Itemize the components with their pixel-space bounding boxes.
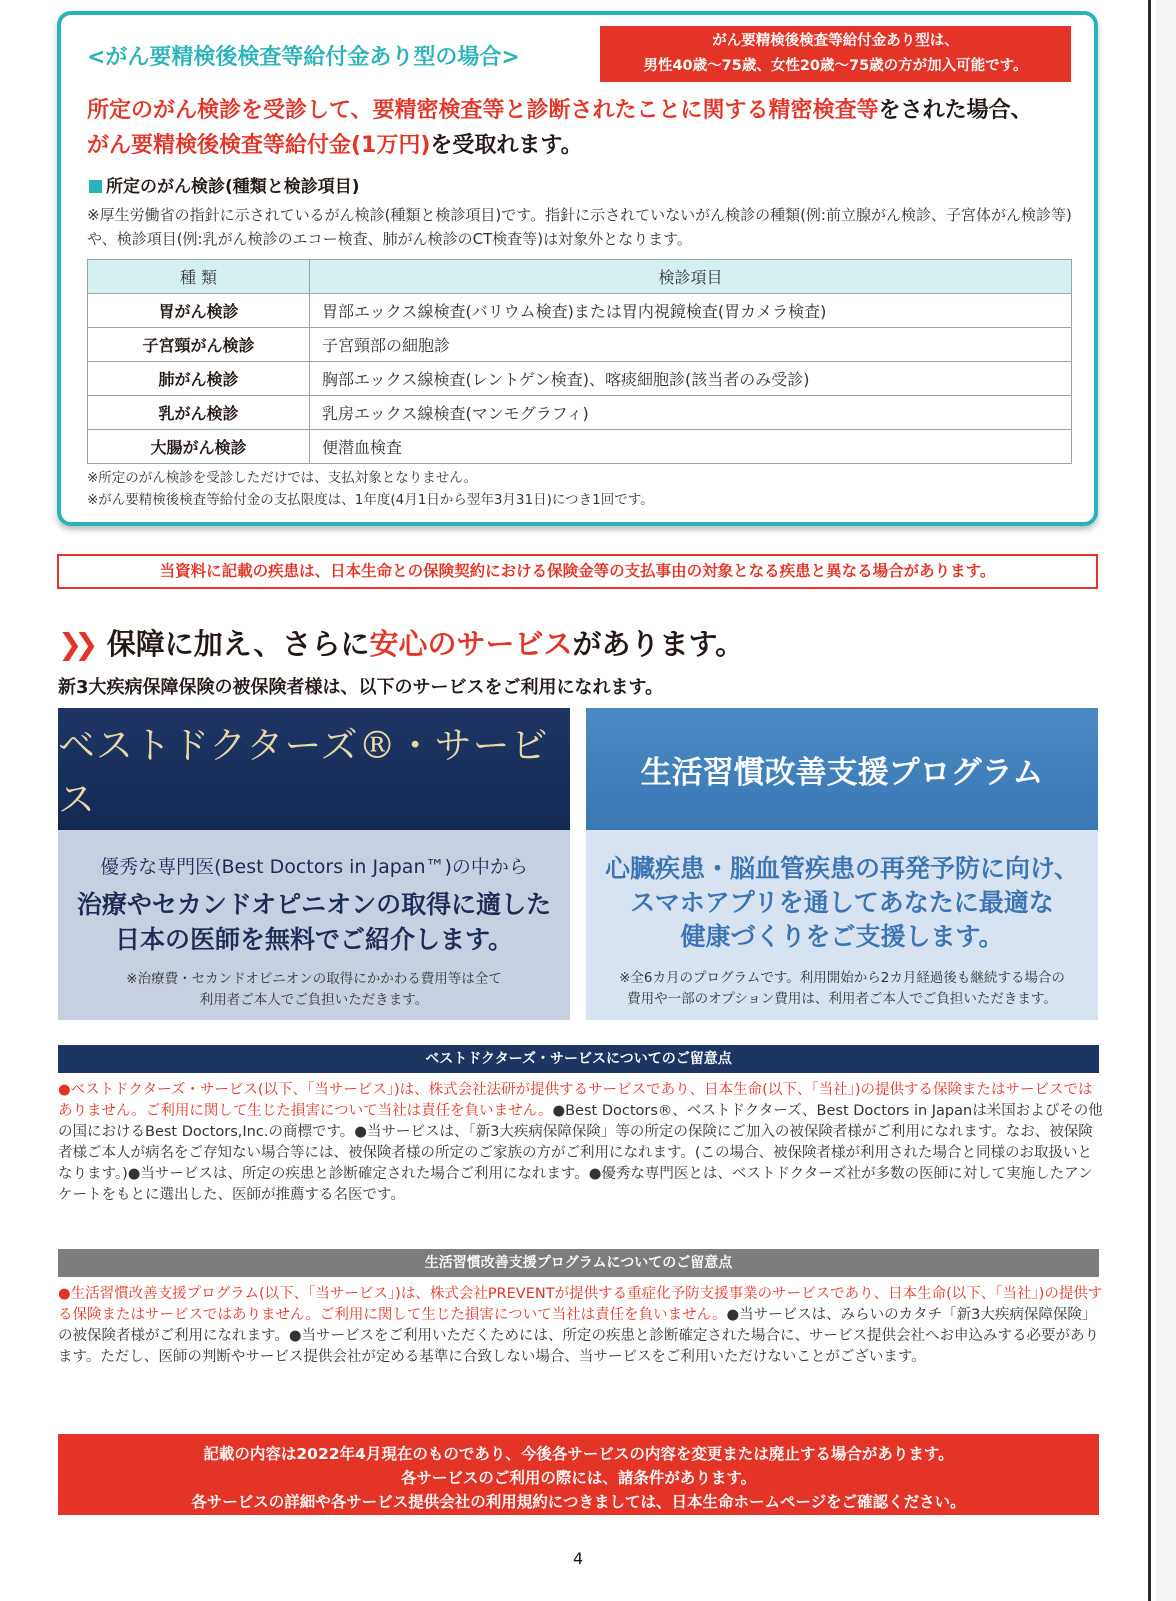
section-note: ※厚生労働省の指針に示されているがん検診(種類と検診項目)です。指針に示されていないがん検診の種類(例:前立腺がん検診、子宮体がん検診等)や、検診項目(例:乳がん検診のエコー検査、肺がん検診のCT検査等)は対象外となります。 (87, 206, 1072, 248)
table-row: 乳がん検診 乳房エックス線検査(マンモグラフィ) (88, 396, 1072, 430)
best-doctors-card: ベストドクターズ®・サービス 優秀な専門医(Best Doctors in Japan™)の中から 治療やセカンドオピニオンの取得に適した 日本の医師を無料でご紹介します。 ※治療費・セカンドオピニオンの取得にかかわる費用等は全て 利用者ご本人でご負担いただきます。 (58, 708, 570, 1020)
services-heading: ❯❯ 保障に加え、さらに安心のサービスがあります。 (58, 627, 745, 661)
notice-bar-best-doctors: ベストドクターズ・サービスについてのご留意点 (58, 1045, 1099, 1073)
box-footnotes: ※所定のがん検診を受診しただけでは、支払対象となりません。 ※がん要精検後検査等給付金の支払限度は、1年度(4月1日から翌年3月31日)につき1回です。 (87, 470, 654, 508)
page-margin (1156, 0, 1176, 1601)
card-title: ベストドクターズ®・サービス (58, 724, 549, 821)
page-edge-line (1148, 0, 1151, 1601)
benefit-lead-text: 所定のがん検診を受診して、要精密検査等と診断されたことに関する精密検査等をされた場合、 がん要精検後検査等給付金(1万円)を受取れます。 (87, 98, 1033, 158)
box-title: <がん要精検後検査等給付金あり型の場合> (87, 45, 520, 70)
eligibility-note: がん要精検後検査等給付金あり型は、 男性40歳〜75歳、女性20歳〜75歳の方が加入可能です。 (600, 26, 1071, 82)
lifestyle-program-card: 生活習慣改善支援プログラム 心臓疾患・脳血管疾患の再発予防に向け、 スマホアプリを通してあなたに最適な 健康づくりをご支援します。 ※全6カ月のプログラムです。利用開始から2カ月経過後も継続する場合の 費用や一部のオプション費用は、利用者ご本人でご負担いただきます。 (586, 708, 1098, 1020)
page-number: 4 (573, 1549, 584, 1568)
notice-text-lifestyle: ●生活習慣改善支援プログラム(以下、「当サービス」)は、株式会社PREVENTが提供する重症化予防支援事業のサービスであり、日本生命(以下、「当社」)の提供する保険またはサービスではありません。ご利用に関して生じた損害について当社は責任を負いません。●当サービスは、みらいのカタチ「新3大疾病保障保険」の被保険者様がご利用になれます。●当サービスをご利用いただくためには、所定の疾患と診断確定された場合に、サービス提供会社へお申込みする必要があります。ただし、医師の判断やサービス提供会社が定める基準に合致しない場合、当サービスをご利用いただけないことがございます。 (58, 1286, 1103, 1365)
exam-table (87, 259, 1072, 464)
disease-warning: 当資料に記載の疾患は、日本生命との保険契約における保険金等の支払事由の対象となる疾患と異なる場合があります。 (57, 554, 1098, 589)
square-bullet-icon (89, 180, 102, 193)
card-title: 生活習慣改善支援プログラム (640, 754, 1044, 791)
table-row: 肺がん検診 胸部エックス線検査(レントゲン検査)、喀痰細胞診(該当者のみ受診) (88, 362, 1072, 396)
table-row: 子宮頸がん検診 子宮頸部の細胞診 (88, 328, 1072, 362)
services-subheading: 新3大疾病保障保険の被保険者様は、以下のサービスをご利用になれます。 (58, 677, 664, 698)
table-row: 胃がん検診 胃部エックス線検査(バリウム検査)または胃内視鏡検査(胃カメラ検査) (88, 294, 1072, 328)
table-row: 大腸がん検診 便潜血検査 (88, 430, 1072, 464)
notice-text-best-doctors: ●ベストドクターズ・サービス(以下、「当サービス」)は、株式会社法研が提供するサービスであり、日本生命(以下、「当社」)の提供する保険またはサービスではありません。ご利用に関して生じた損害について当社は責任を負いません。●Best Doctors®、ベストドクターズ、Best Doctors in Japanは米国およびその他の国におけるBest Doctors,Inc.の商標です。●当サービスは、「新3大疾病保障保険」等の所定の保険にご加入の被保険者様がご利用になれます。なお、被保険者様ご本人が病名をご存知ない場合等には、被保険者様の所定のご家族の方がご利用になれます。(この場合、被保険者様が利用された場合と同様のお取扱いとなります。)●当サービスは、所定の疾患と診断確定された場合ご利用になれます。●優秀な専門医とは、ベストドクターズ社が多数の医師に対して実施したアンケートをもとに選出した、医師が推薦する名医です。 (58, 1082, 1103, 1203)
notice-bar-lifestyle: 生活習慣改善支援プログラムについてのご留意点 (58, 1249, 1099, 1277)
closing-notice: 記載の内容は2022年4月現在のものであり、今後各サービスの内容を変更または廃止する場合があります。 各サービスのご利用の際には、諸条件があります。 各サービスの詳細や各サービス提供会社の利用規約につきましては、日本生命ホームページをご確認ください。 (58, 1434, 1099, 1515)
double-chevron-icon: ❯❯ (58, 627, 91, 661)
table-header-row (88, 260, 1072, 294)
table-header-items: 検診項目 (310, 260, 1072, 294)
section-heading: 所定のがん検診(種類と検診項目) (89, 172, 360, 197)
table-header-type: 種 類 (88, 260, 310, 294)
